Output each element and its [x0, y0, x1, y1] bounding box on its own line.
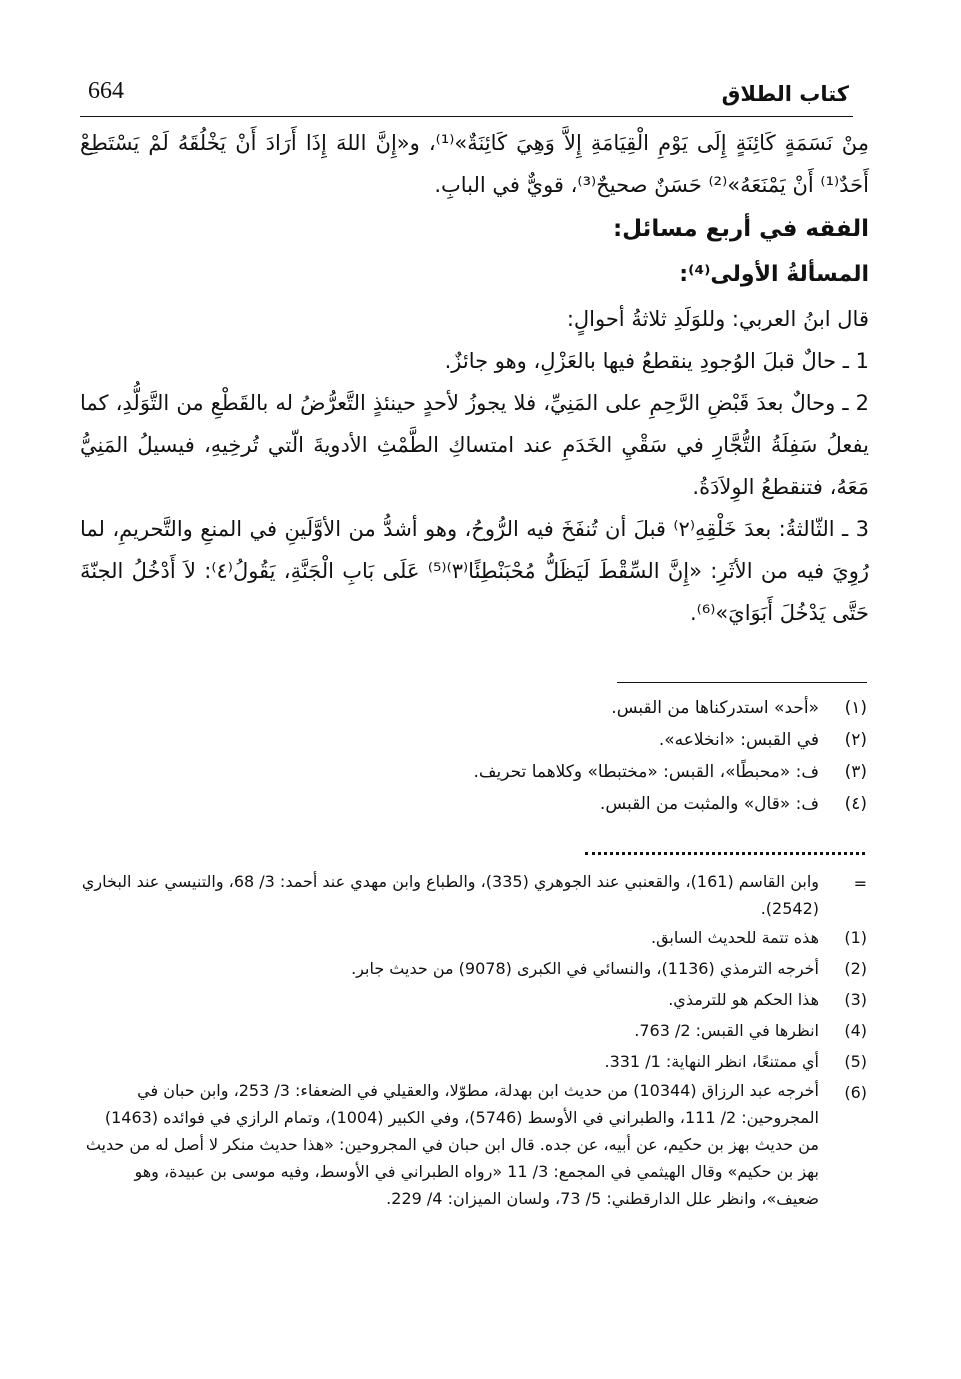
page-number: 664: [88, 78, 124, 104]
editor-footnotes: [80, 692, 867, 820]
footnote-number: (١): [844, 698, 867, 718]
footnote: [80, 756, 867, 788]
paragraph-state-2: 2 ـ وحالٌ بعدَ قَبْضِ الرَّحِمِ على المَنِيِّ، فلا يجوزُ لأحدٍ حينئذٍ التَّعرُّضُ له بالقَطْعِ من التَّوَلُّدِ، كما يفعلُ سَفِلَةُ التُّجَّارِ في سَقْيِ الخَدَمِ عند امتساكِ الطَّمْثِ الأدويةَ الّتي تُرخِيهِ، فيسيلُ المَنِيُّ مَعَهُ، فتنقطعُ الوِلاَدَةُ.: [80, 391, 869, 499]
footnote: [80, 1015, 867, 1046]
paragraph-intro: قال ابنُ العربي: وللوَلَدِ ثلاثةُ أحوالٍ:: [566, 307, 869, 331]
footnote-text: ف: «قال» والمثبت من القبس.: [599, 794, 819, 814]
paragraph-state-3: 3 ـ الثّالثةُ: بعدَ خَلْقِهِ⁽٢⁾ قبلَ أن تُنفَخَ فيه الرُّوحُ، وهو أشدُّ من الأوَّلَينِ في المنعِ والتَّحريمِ، لما رُوِيَ فيه من الأثَرِ: «إِنَّ السِّقْطَ لَيَظَلُّ مُحْبَنْطِئًا⁽٣⁾⁽⁵⁾ عَلَى بَابِ الْجَنَّةِ، يَقُولُ⁽٤⁾: لاَ أَدْخُلُ الجنّةَ حَتَّى يَدْخُلَ أَبَوَايَ»⁽⁶⁾.: [80, 517, 869, 625]
footnote-number: (5): [844, 1052, 867, 1071]
footnote: [80, 692, 867, 724]
footnote: [80, 788, 867, 820]
issue-heading: المسألةُ الأولى⁽⁴⁾:: [679, 262, 869, 287]
footnote-text: أي ممتنعًا، انظر النهاية: 1/ 331.: [604, 1052, 819, 1071]
dotted-divider: [585, 852, 865, 855]
footnote-number: (6): [844, 1083, 867, 1102]
page-header: [80, 72, 853, 117]
footnote-text: في القبس: «انخلاعه».: [658, 730, 819, 750]
footnote-text: «أحد» استدركناها من القبس.: [611, 698, 819, 718]
main-text: [80, 122, 869, 634]
footnote-number: (2): [844, 959, 867, 978]
footnote: [80, 1046, 867, 1077]
footnote: [80, 724, 867, 756]
footnote: [80, 1077, 867, 1212]
paragraph-state-1: 1 ـ حالٌ قبلَ الوُجودِ ينقطعُ فيها بالعَزْلِ، وهو جائزٌ.: [444, 349, 869, 373]
footnote-text: أخرجه الترمذي (1136)، والنسائي في الكبرى (9078) من حديث جابر.: [351, 959, 819, 978]
footnote-text: هذه تتمة للحديث السابق.: [651, 928, 819, 947]
footnote-text: انظرها في القبس: 2/ 763.: [634, 1021, 819, 1040]
footnote-text: هذا الحكم هو للترمذي.: [668, 990, 819, 1009]
footnote-number: (3): [844, 990, 867, 1009]
footnote: [80, 868, 867, 922]
paragraph-hadith-end: مِنْ نَسَمَةٍ كَائِنَةٍ إِلَى يَوْمِ الْقِيَامَةِ إِلاَّ وَهِيَ كَائِنَةٌ»⁽¹⁾، و«إِنَّ اللهَ إِذَا أَرَادَ أَنْ يَخْلُقَهُ لَمْ يَسْتَطِعْ أَحَدٌ⁽¹⁾ أَنْ يَمْنَعَهُ»⁽²⁾ حَسَنٌ صحيحٌ⁽³⁾، قويٌّ في البابِ.: [80, 131, 869, 197]
footnote-number: (٢): [844, 730, 867, 750]
verification-footnotes: [80, 868, 867, 1212]
section-heading: الفقه في أربع مسائل:: [612, 216, 869, 242]
footnote-number: (٤): [844, 794, 867, 814]
footnote-text: ف: «محبطًا»، القبس: «مختبطا» وكلاهما تحريف.: [473, 762, 819, 782]
footnote-number: (1): [844, 928, 867, 947]
footnote-number: =: [853, 874, 867, 893]
footnote-number: (4): [844, 1021, 867, 1040]
book-title: كتاب الطلاق: [721, 82, 849, 106]
footnote-text: وابن القاسم (161)، والقعنبي عند الجوهري (335)، والطباع وابن مهدي عند أحمد: 3/ 68، والتنيسي عند البخاري (2542).: [81, 872, 819, 918]
footnote-number: (٣): [844, 762, 867, 782]
footnote-divider: [617, 682, 867, 683]
footnote: [80, 922, 867, 953]
footnote: [80, 984, 867, 1015]
footnote-text: أخرجه عبد الرزاق (10344) من حديث ابن بهدلة، مطوّلا، والعقيلي في الضعفاء: 3/ 253، وابن حبان في المجروحين: 2/ 111، والطبراني في الأوسط (5746)، وفي الكبير (1004)، وتمام الرازي في فوائده (1463) من حديث بهز بن حكيم، عن أبيه، عن جده. قال ابن حبان في المجروحين: «هذا حديث منكر لا أصل له من حديث بهز بن حكيم» وقال الهيثمي في المجمع: 3/ 11 «رواه الطبراني في الأوسط، وفيه موسى بن عبيدة، وهو ضعيف»، وانظر علل الدارقطني: 5/ 73، ولسان الميزان: 4/ 229.: [85, 1081, 819, 1208]
footnote: [80, 953, 867, 984]
